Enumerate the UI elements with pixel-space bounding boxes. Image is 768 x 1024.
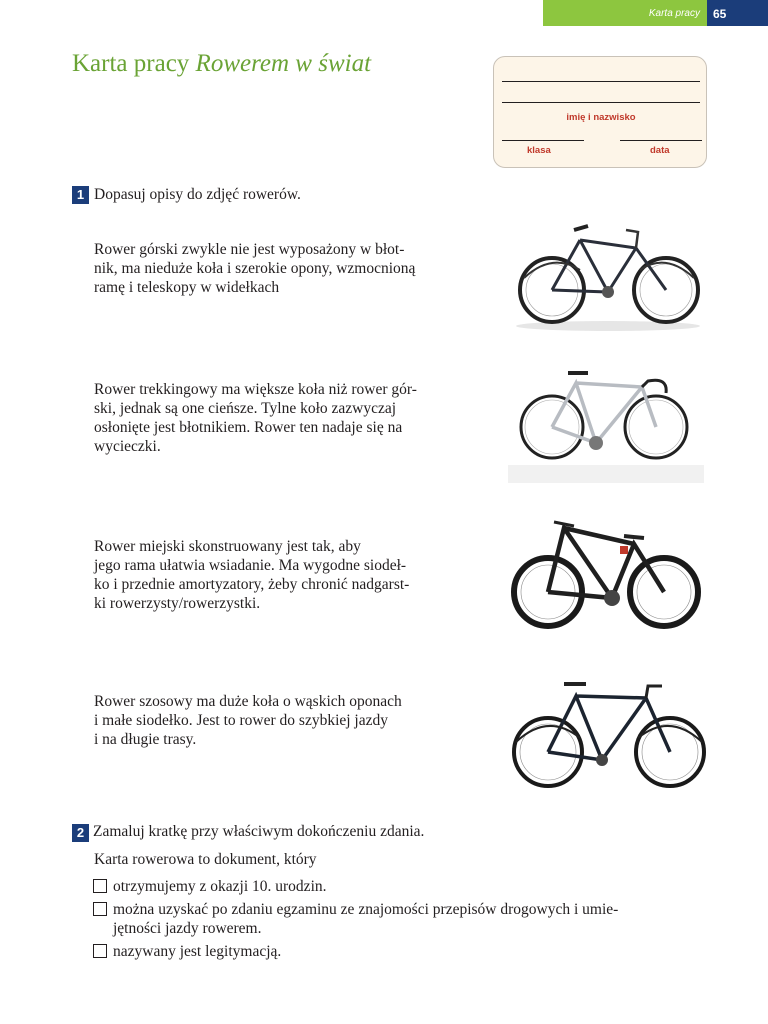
student-info-box — [493, 56, 707, 168]
header-section-tab — [543, 0, 707, 26]
class-label: klasa — [527, 145, 551, 156]
task-2-number: 2 — [72, 824, 89, 842]
class-line[interactable] — [502, 140, 584, 141]
date-line[interactable] — [620, 140, 702, 141]
task-2-instruction: Zamaluj kratkę przy właściwym dokończeniu zdania. — [93, 823, 425, 840]
checkbox-option-2[interactable] — [93, 902, 107, 916]
name-label: imię i nazwisko — [566, 112, 636, 123]
page-title — [72, 50, 371, 78]
task-1-instruction: Dopasuj opisy do zdjęć rowerów. — [94, 186, 301, 203]
description-road-bike: Rower szosowy ma duże koła o wąskich oponach i małe siodełko. Jest to rower do szybkiej jazdy i na długie trasy. — [94, 693, 402, 748]
checkbox-option-1[interactable] — [93, 879, 107, 893]
checkbox-option-3[interactable] — [93, 944, 107, 958]
header-section-label: Karta pracy — [648, 8, 700, 19]
title-italic: Rowerem w świat — [195, 50, 372, 77]
description-city-bike: Rower miejski skonstruowany jest tak, aby jego rama ułatwia wsiadanie. Ma wygodne siodeł- ko i przednie amortyzatory, żeby chronić nadgarst- ki rowerzysty/rowerzystki. — [94, 538, 410, 612]
option-1-text: otrzymujemy z okazji 10. urodzin. — [113, 878, 327, 895]
bike-photo-road — [508, 365, 704, 483]
name-line-2[interactable] — [502, 102, 700, 103]
description-mountain-bike: Rower górski zwykle nie jest wyposażony w błot- nik, ma nieduże koła i szerokie opony, wzmocnioną ramę i teleskopy w widełkach — [94, 241, 416, 296]
name-line-1[interactable] — [502, 81, 700, 82]
page-number: 65 — [713, 7, 727, 21]
task-2-stem: Karta rowerowa to dokument, który — [94, 851, 317, 868]
bike-photo-mountain — [508, 514, 704, 634]
page-number-badge — [707, 0, 768, 26]
title-main: Karta pracy — [72, 50, 196, 77]
date-label: data — [650, 145, 670, 156]
bike-photo-city — [508, 208, 708, 336]
task-1-number: 1 — [72, 186, 89, 204]
option-2-text: można uzyskać po zdaniu egzaminu ze znajomości przepisów drogowych i umie- jętności jazdy rowerem. — [113, 901, 619, 937]
option-3-text: nazywany jest legitymacją. — [113, 943, 282, 960]
description-trekking-bike: Rower trekkingowy ma większe koła niż rower gór- ski, jednak są one cieńsze. Tylne koło zazwyczaj osłonięte jest błotnikiem. Rower ten nadaje się na wycieczki. — [94, 381, 417, 455]
bike-photo-trekking — [506, 672, 710, 794]
